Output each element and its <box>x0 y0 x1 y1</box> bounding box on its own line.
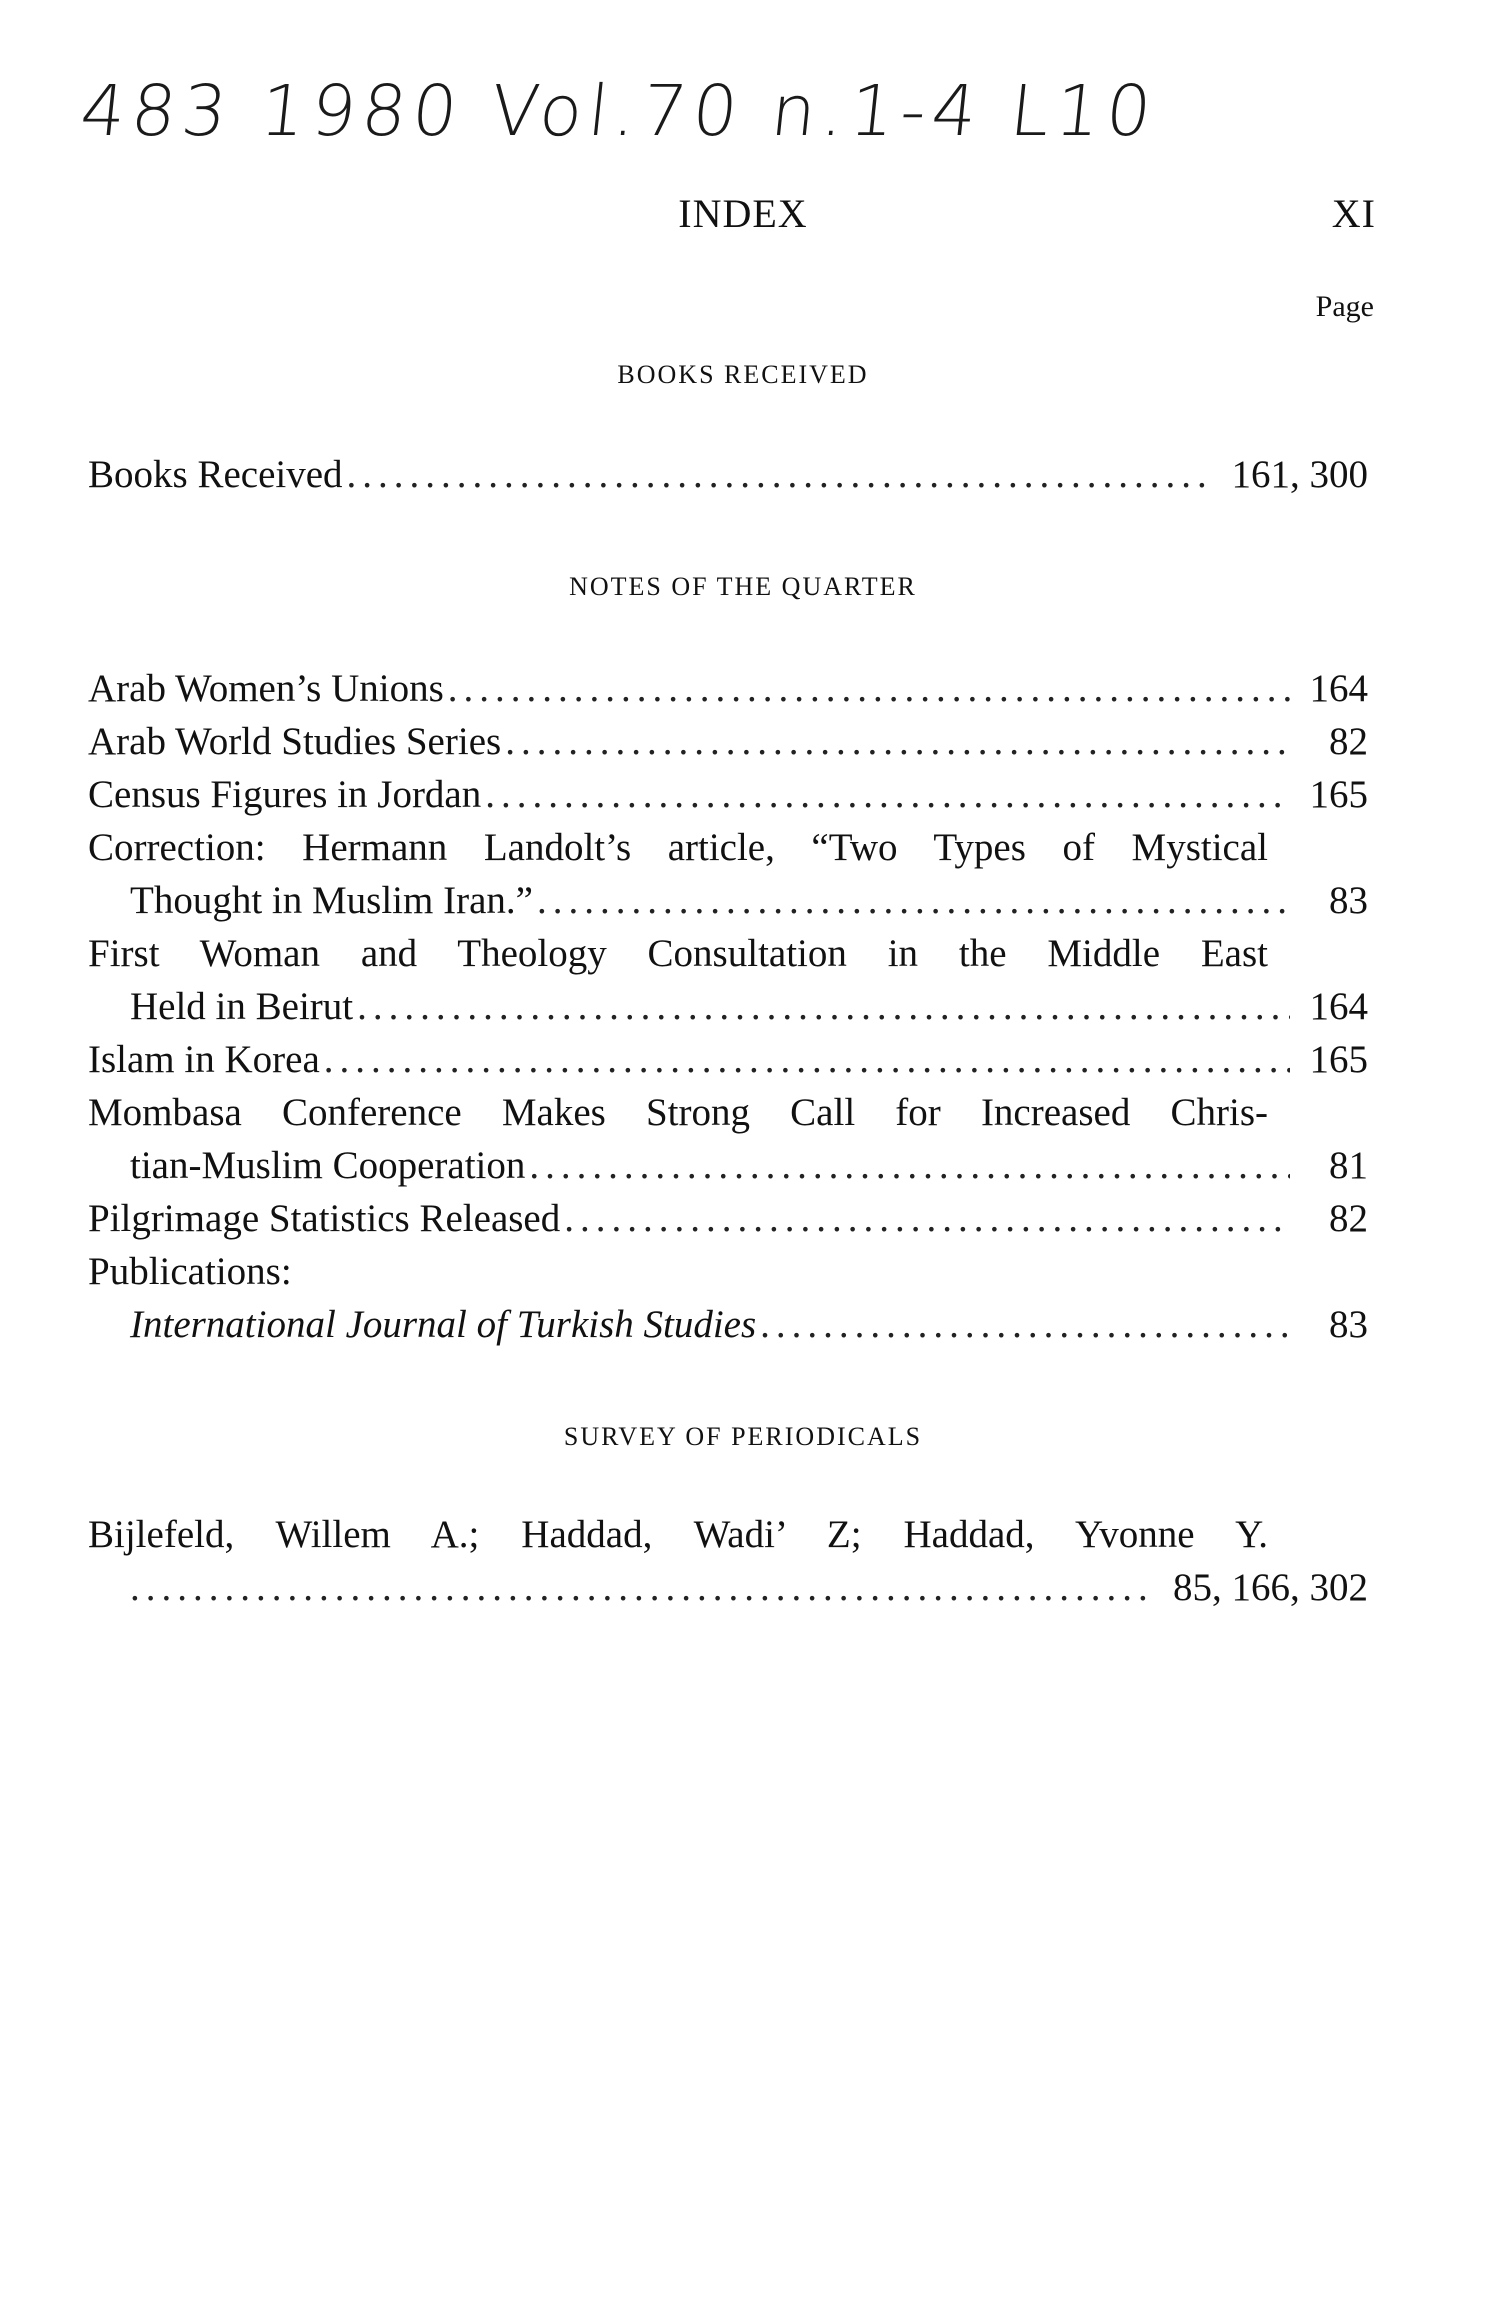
dot-leader <box>130 1561 1155 1614</box>
index-entry <box>88 715 1368 768</box>
dot-leader <box>505 715 1290 768</box>
entry-pages: 85, 166, 302 <box>1173 1566 1368 1609</box>
folio-number: XI <box>1331 191 1376 236</box>
index-entry <box>88 1298 1368 1351</box>
dot-leader <box>324 1033 1290 1086</box>
entry-title: Arab World Studies Series <box>88 720 502 763</box>
entry-title: Pilgrimage Statistics Released <box>88 1197 561 1240</box>
entry-pages: 164 <box>1309 667 1368 710</box>
dot-leader <box>564 1192 1290 1245</box>
entry-title-line: Mombasa Conference Makes Strong Call for Increased Chris- <box>88 1091 1268 1134</box>
entry-pages: 82 <box>1329 720 1368 763</box>
running-title: INDEX <box>678 191 808 236</box>
index-entry <box>88 874 1368 927</box>
entry-pages: 81 <box>1329 1144 1368 1187</box>
entry-title-line: First Woman and Theology Consultation in the Middle East <box>88 932 1268 975</box>
entry-title: Islam in Korea <box>88 1038 320 1081</box>
entry-pages: 83 <box>1329 1303 1368 1346</box>
entry-title-line: Publications: <box>88 1250 292 1293</box>
index-entry <box>88 1139 1368 1192</box>
index-entry <box>88 1033 1368 1086</box>
index-entry <box>88 1192 1368 1245</box>
entry-title-continued: Held in Beirut <box>130 985 354 1028</box>
dot-leader <box>448 662 1290 715</box>
entry-title: Census Figures in Jordan <box>88 773 482 816</box>
dot-leader <box>760 1298 1290 1351</box>
dot-leader <box>485 768 1290 821</box>
entry-title-line: Correction: Hermann Landolt’s article, “Two Types of Mystical <box>88 826 1268 869</box>
entry-title: Books Received <box>88 453 343 496</box>
dot-leader <box>529 1139 1290 1192</box>
index-entry <box>88 448 1368 501</box>
entry-title-continued: tian-Muslim Cooperation <box>130 1144 526 1187</box>
entry-title-line: Bijlefeld, Willem A.; Haddad, Wadi’ Z; Haddad, Yvonne Y. <box>88 1513 1268 1556</box>
index-entry <box>88 768 1368 821</box>
journal-title: International Journal of Turkish Studies <box>130 1303 757 1346</box>
survey-entries <box>88 1508 1368 1614</box>
dot-leader <box>357 980 1290 1033</box>
index-entry <box>88 1561 1368 1614</box>
entry-title-continued: Thought in Muslim Iran.” <box>130 879 533 922</box>
dot-leader <box>347 448 1214 501</box>
index-entry <box>88 980 1368 1033</box>
page-column-label: Page <box>1315 290 1374 323</box>
entry-pages: 165 <box>1309 1038 1368 1081</box>
entry-pages: 82 <box>1329 1197 1368 1240</box>
notes-entries <box>88 662 1368 1351</box>
section-heading-notes: NOTES OF THE QUARTER <box>569 572 917 601</box>
section-heading-books-received: BOOKS RECEIVED <box>617 360 869 389</box>
handwritten-shelfmark: 483 1980 Vol.70 n.1-4 L10 <box>76 70 1162 152</box>
dot-leader <box>537 874 1290 927</box>
section-heading-survey: SURVEY OF PERIODICALS <box>563 1422 923 1451</box>
books-received-entries <box>88 448 1368 501</box>
entry-pages: 83 <box>1329 879 1368 922</box>
entry-pages: 164 <box>1309 985 1368 1028</box>
entry-title: Arab Women’s Unions <box>88 667 444 710</box>
index-entry <box>88 662 1368 715</box>
entry-pages: 165 <box>1309 773 1368 816</box>
entry-pages: 161, 300 <box>1231 453 1368 496</box>
